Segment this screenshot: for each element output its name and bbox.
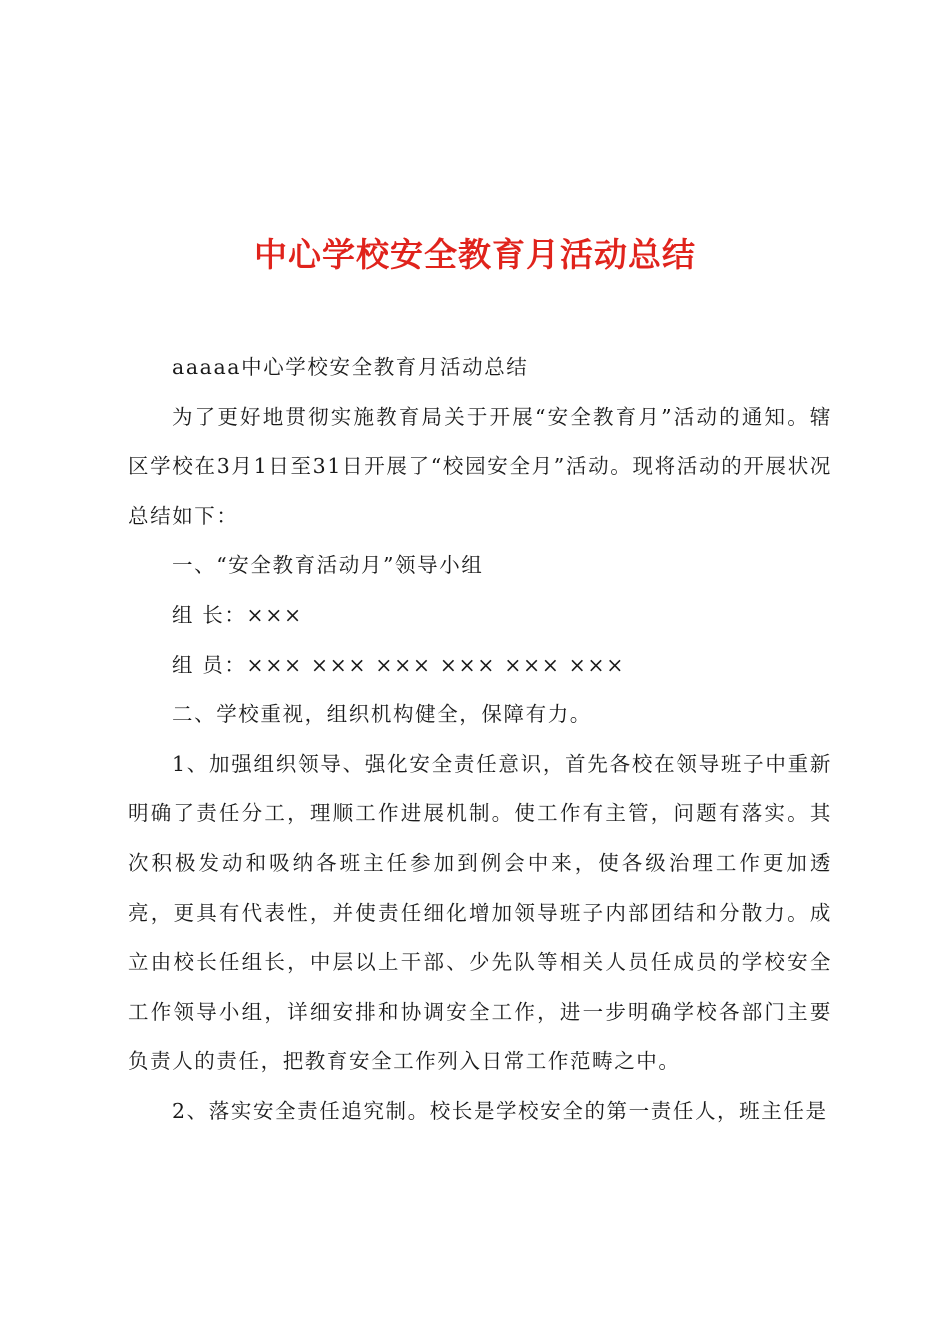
document-body	[128, 343, 832, 1137]
paragraph-item-2: 2、落实安全责任追究制。校长是学校安全的第一责任人，班主任是	[172, 1098, 828, 1123]
paragraph-item-1: 1、加强组织领导、强化安全责任意识，首先各校在领导班子中重新明确了责任分工，理顺工作进展机制。使工作有主管，问题有落实。其次积极发动和吸纳各班主任参加到例会中来，使各级治理工作更加透亮，更具有代表性，并使责任细化增加领导班子内部团结和分散力。成立由校长任组长，中层以上干部、少先队等相关人员任成员的学校安全工作领导小组，详细安排和协调安全工作，进一步明确学校各部门主要负责人的责任，把教育安全工作列入日常工作范畴之中。	[128, 751, 832, 1074]
paragraph-intro: 为了更好地贯彻实施教育局关于开展“安全教育月”活动的通知。辖区学校在3月1日至31日开展了“校园安全月”活动。现将活动的开展状况总结如下：	[128, 404, 832, 528]
paragraph-heading: aaaaa中心学校安全教育月活动总结	[172, 355, 529, 379]
document-title: 中心学校安全教育月活动总结	[254, 235, 696, 275]
paragraph-group-members: 组 员：××× ××× ××× ××× ××× ×××	[172, 652, 625, 677]
paragraph-group-leader: 组 长：×××	[172, 602, 303, 627]
paragraph-section-2: 二、学校重视，组织机构健全，保障有力。	[172, 702, 592, 727]
paragraph-section-1: 一、“安全教育活动月”领导小组	[172, 553, 484, 578]
